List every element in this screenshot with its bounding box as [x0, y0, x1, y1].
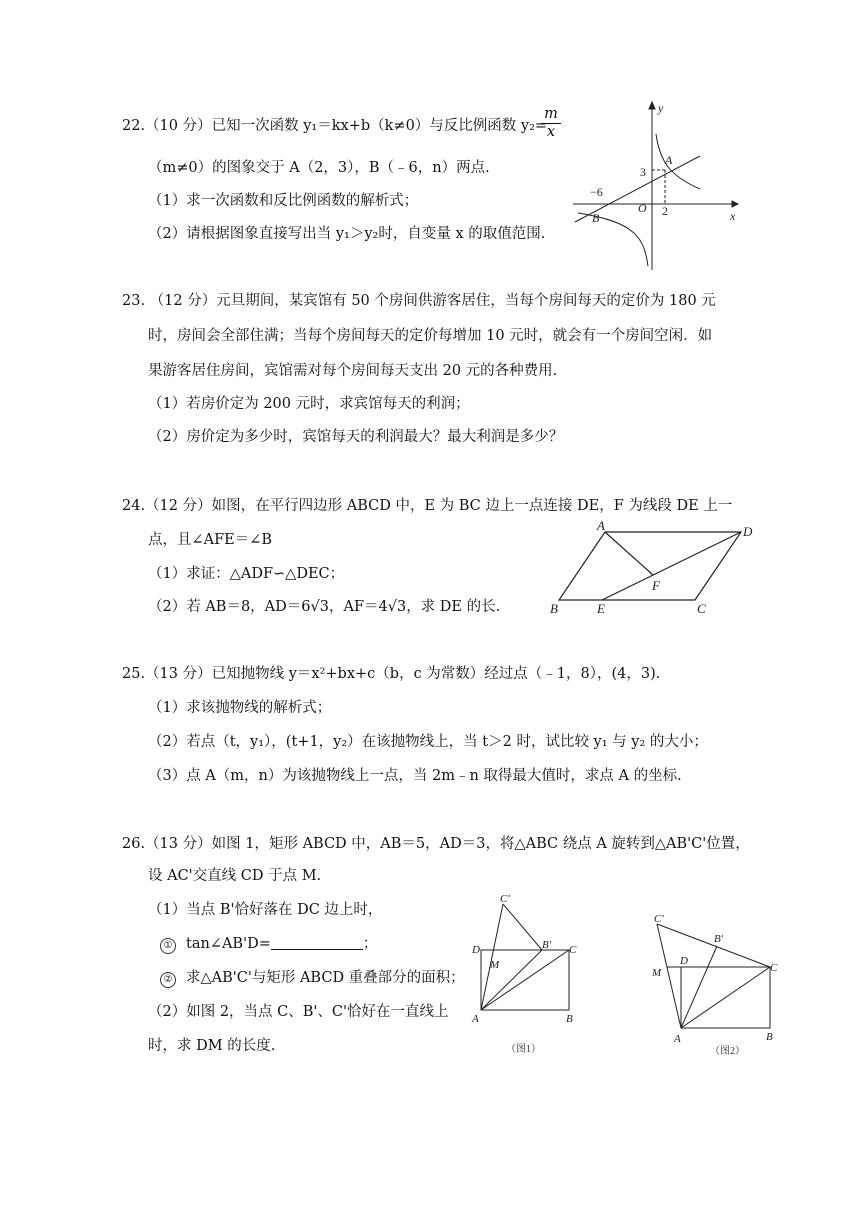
sub2-text: 求△AB'C'与矩形 ABCD 重叠部分的面积； — [186, 970, 465, 986]
label-C: C — [569, 944, 577, 956]
label-C-prime: C′ — [654, 913, 664, 925]
q23-part2: （2）房价定为多少时，宾馆每天的利润最大？最大利润是多少？ — [148, 429, 564, 445]
q23-line2: 时，房间会全部住满；当每个房间每天的定价每增加 10 元时，就会有一个房间空闲．如 — [148, 328, 713, 344]
label-B: B — [592, 211, 600, 225]
q26-figure-2 — [646, 906, 786, 1058]
q24-line1: 24.（12 分）如图，在平行四边形 ABCD 中，E 为 BC 边上一点连接 DE，F 为线段 DE 上一 — [122, 498, 733, 514]
q26-part1: （1）当点 B'恰好落在 DC 边上时， — [148, 902, 383, 918]
figure-2-caption: （图2） — [710, 1046, 745, 1057]
q26-sub1 — [160, 934, 377, 954]
q22-line2: （m≠0）的图象交于 A（2，3），B（﹣6，n）两点. — [148, 160, 490, 176]
segment-C-prime-B-prime — [503, 904, 542, 950]
label-D: D — [743, 524, 753, 539]
q26-part2a: （2）如图 2，当点 C、B'、C'恰好在一直线上 — [148, 1004, 449, 1020]
label-B: B — [566, 1013, 573, 1025]
q24-part1: （1）求证：△ADF∽△DEC； — [148, 566, 345, 582]
q22-part2: （2）请根据图象直接写出当 y₁＞y₂时，自变量 x 的取值范围. — [148, 226, 546, 242]
x-axis-arrow — [732, 201, 738, 207]
hyperbola-branch-1 — [656, 134, 700, 189]
label-C: C — [697, 601, 706, 616]
q23-part1: （1）若房价定为 200 元时，求宾馆每天的利润； — [148, 396, 470, 412]
segment-DE — [602, 532, 741, 600]
fraction-numerator: m — [541, 106, 561, 124]
answer-blank — [271, 935, 363, 950]
hyperbola-branch-2 — [578, 213, 648, 266]
q22-part1: （1）求一次函数和反比例函数的解析式； — [148, 193, 419, 209]
label-A: A — [472, 1013, 479, 1025]
label-A: A — [665, 153, 673, 167]
label-M: M — [490, 959, 500, 971]
label-neg6: −6 — [590, 185, 603, 199]
label-D: D — [472, 944, 480, 956]
q22-stem-text: 22.（10 分）已知一次函数 y₁＝kx+b（k≠0）与反比例函数 y₂= — [122, 118, 548, 134]
q23-line3: 果游客居住房间，宾馆需对每个房间每天支出 20 元的各种费用. — [148, 363, 558, 379]
q26-sub2 — [160, 968, 465, 988]
q25-part3: （3）点 A（m，n）为该抛物线上一点，当 2m﹣n 取得最大值时，求点 A 的坐标. — [148, 768, 682, 784]
label-B: B — [766, 1031, 773, 1043]
q22-fraction — [541, 106, 561, 141]
label-B: B — [550, 601, 558, 616]
q26-line1: 26.（13 分）如图 1，矩形 ABCD 中，AB＝5，AD＝3，将△ABC 绕点 A 旋转到△AB'C'位置， — [122, 836, 750, 852]
fraction-denominator: x — [546, 124, 556, 140]
label-F: F — [652, 578, 660, 593]
segment-AF — [605, 532, 653, 575]
label-D: D — [680, 955, 688, 967]
label-C-prime: C′ — [500, 893, 510, 905]
label-A: A — [674, 1033, 681, 1045]
label-O: O — [638, 201, 647, 215]
segment-AC-prime — [481, 904, 503, 1010]
segment-C-prime-C — [657, 924, 770, 967]
parallelogram-ABCD — [559, 532, 741, 600]
label-3: 3 — [640, 165, 646, 179]
q23-line1: 23. （12 分）元旦期间，某宾馆有 50 个房间供游客居住，当每个房间每天的定价为 180 元 — [122, 293, 716, 309]
q26-figure-1 — [466, 890, 596, 1058]
sub1-text: tan∠AB'D= — [186, 936, 271, 952]
q24-figure — [545, 518, 765, 618]
q22-figure — [570, 100, 750, 272]
sub1-end: ； — [362, 936, 378, 952]
label-B-prime: B′ — [542, 939, 552, 951]
q24-part2: （2）若 AB＝8，AD＝6√3，AF＝4√3，求 DE 的长. — [148, 599, 501, 615]
label-C: C — [770, 962, 778, 974]
q25-line1: 25.（13 分）已知抛物线 y＝x²+bx+c（b，c 为常数）经过点（﹣1，8），(4，3). — [122, 666, 661, 682]
q25-part2: （2）若点（t，y₁），(t+1，y₂）在该抛物线上，当 t＞2 时，试比较 y₁ 与 y₂ 的大小； — [148, 734, 708, 750]
circled-2: ② — [160, 972, 176, 988]
label-E: E — [597, 601, 605, 616]
label-x: x — [730, 209, 736, 223]
figure-1-caption: （图1） — [506, 1044, 541, 1055]
q22-stem — [122, 116, 547, 136]
label-2: 2 — [662, 204, 668, 218]
label-A: A — [597, 518, 605, 533]
label-M: M — [652, 967, 662, 979]
label-B-prime: B′ — [714, 933, 724, 945]
q26-line2: 设 AC'交直线 CD 于点 M. — [148, 868, 322, 884]
q26-part2b: 时，求 DM 的长度. — [148, 1038, 276, 1054]
q24-line2: 点，且∠AFE＝∠B — [148, 532, 273, 548]
y-axis-arrow — [649, 102, 655, 109]
label-y: y — [658, 101, 664, 115]
q25-part1: （1）求该抛物线的解析式； — [148, 700, 332, 716]
circled-1: ① — [160, 938, 176, 954]
